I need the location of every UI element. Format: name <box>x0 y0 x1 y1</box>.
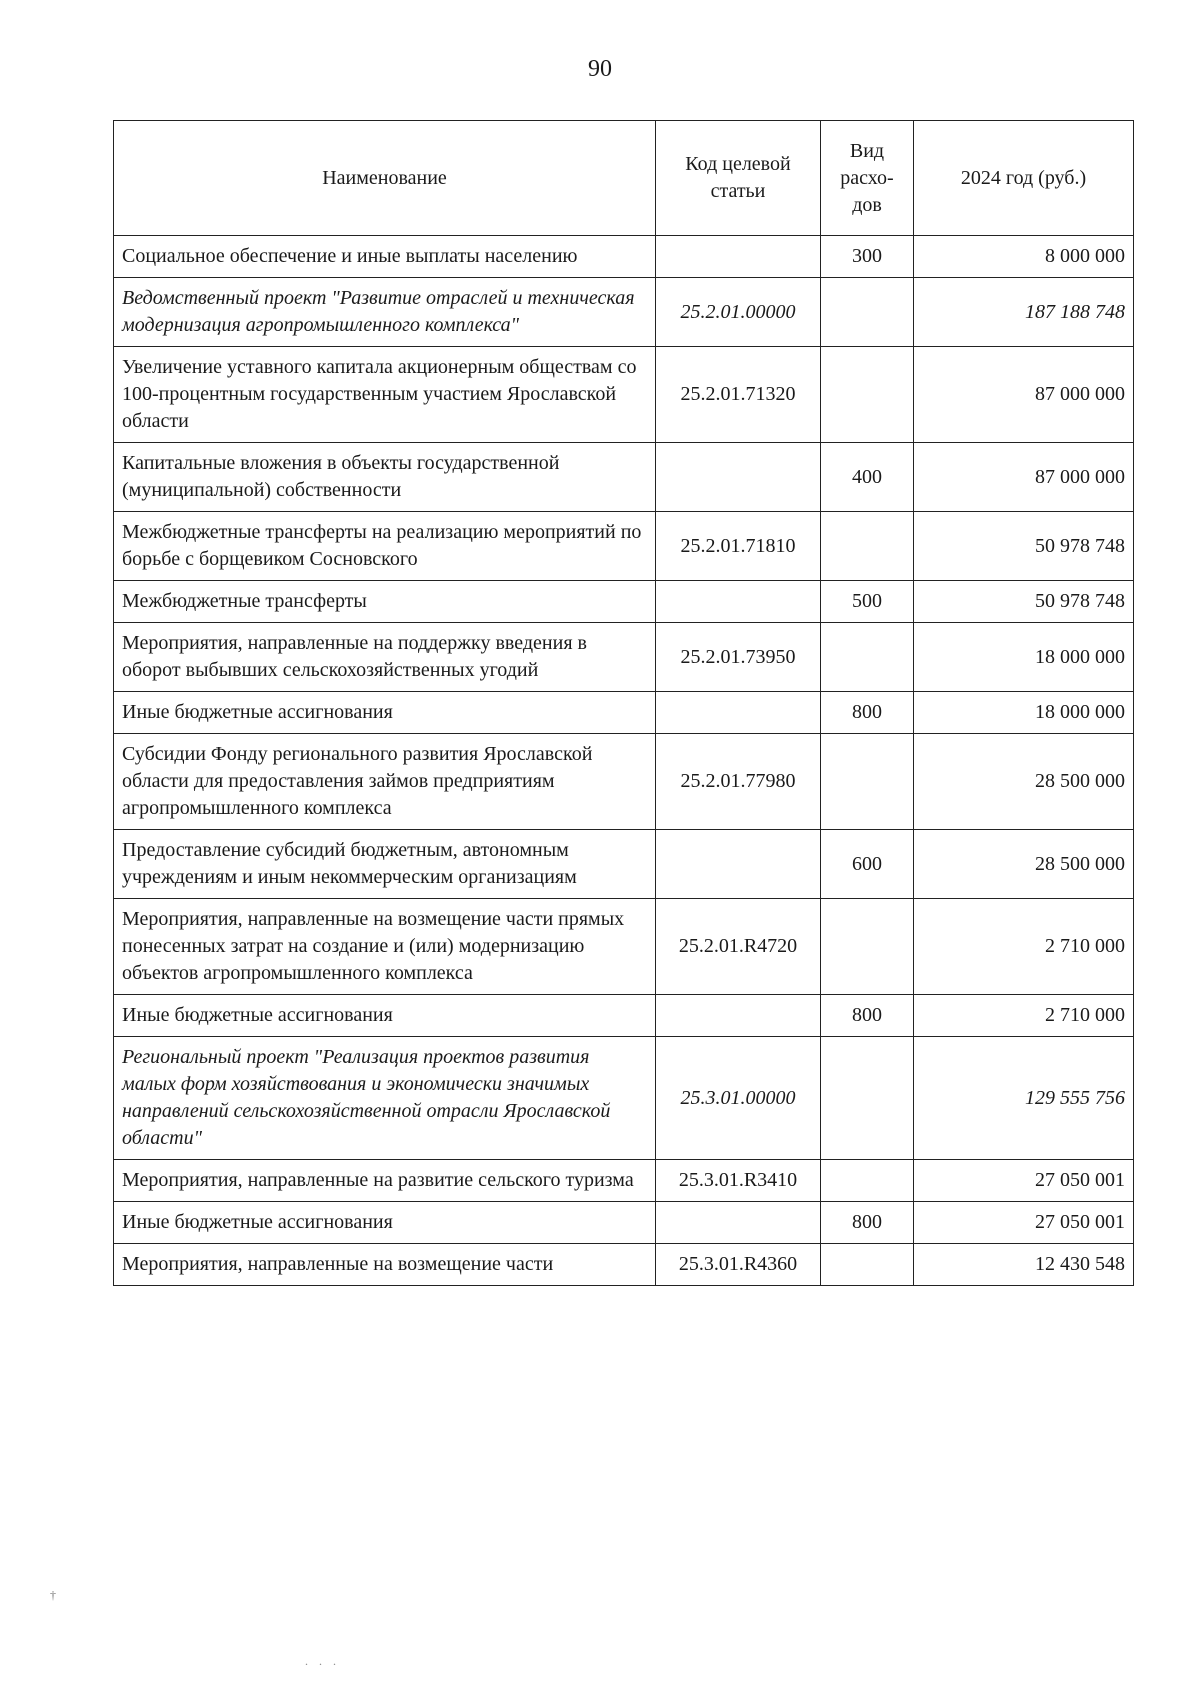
table-row <box>114 278 1134 347</box>
cell-type: 600 <box>821 830 914 899</box>
cell-type <box>821 1160 914 1202</box>
cell-name: Мероприятия, направленные на поддержку введения в оборот выбывших сельскохозяйственных угодий <box>114 623 656 692</box>
cell-type <box>821 347 914 443</box>
cell-amount: 18 000 000 <box>914 623 1134 692</box>
cell-code <box>656 443 821 512</box>
cell-type <box>821 1037 914 1160</box>
cell-type: 800 <box>821 1202 914 1244</box>
cell-name: Межбюджетные трансферты <box>114 581 656 623</box>
cell-code: 25.2.01.73950 <box>656 623 821 692</box>
cell-amount: 12 430 548 <box>914 1244 1134 1286</box>
cell-amount: 50 978 748 <box>914 512 1134 581</box>
table-row <box>114 443 1134 512</box>
scan-artifact: . . . <box>305 1654 340 1668</box>
cell-amount: 28 500 000 <box>914 830 1134 899</box>
cell-code: 25.2.01.R4720 <box>656 899 821 995</box>
table-row <box>114 347 1134 443</box>
cell-type <box>821 1244 914 1286</box>
table-row <box>114 1160 1134 1202</box>
header-amount: 2024 год (руб.) <box>914 121 1134 236</box>
table-row <box>114 899 1134 995</box>
table-row <box>114 692 1134 734</box>
header-name: Наименование <box>114 121 656 236</box>
cell-code: 25.3.01.R3410 <box>656 1160 821 1202</box>
cell-code <box>656 236 821 278</box>
cell-name: Мероприятия, направленные на возмещение части прямых понесенных затрат на создание и (или) модернизацию объектов агропромышленного комплекса <box>114 899 656 995</box>
cell-name: Капитальные вложения в объекты государственной (муниципальной) собственности <box>114 443 656 512</box>
cell-name: Иные бюджетные ассигнования <box>114 1202 656 1244</box>
cell-code: 25.2.01.77980 <box>656 734 821 830</box>
page-number: 90 <box>588 56 612 82</box>
cell-code: 25.2.01.71810 <box>656 512 821 581</box>
cell-name: Иные бюджетные ассигнования <box>114 692 656 734</box>
cell-amount: 187 188 748 <box>914 278 1134 347</box>
cell-type: 400 <box>821 443 914 512</box>
cell-name: Межбюджетные трансферты на реализацию мероприятий по борьбе с борщевиком Сосновского <box>114 512 656 581</box>
header-code: Код целевой статьи <box>656 121 821 236</box>
cell-amount: 2 710 000 <box>914 899 1134 995</box>
cell-name: Мероприятия, направленные на развитие сельского туризма <box>114 1160 656 1202</box>
cell-amount: 18 000 000 <box>914 692 1134 734</box>
cell-name: Социальное обеспечение и иные выплаты населению <box>114 236 656 278</box>
cell-code <box>656 581 821 623</box>
cell-code <box>656 692 821 734</box>
cell-name: Ведомственный проект "Развитие отраслей и техническая модернизация агропромышленного комплекса" <box>114 278 656 347</box>
cell-code <box>656 830 821 899</box>
budget-table <box>113 120 1134 1286</box>
cell-code <box>656 1202 821 1244</box>
cell-type <box>821 512 914 581</box>
cell-amount: 8 000 000 <box>914 236 1134 278</box>
cell-code: 25.2.01.00000 <box>656 278 821 347</box>
cell-type <box>821 734 914 830</box>
cell-amount: 28 500 000 <box>914 734 1134 830</box>
table-row <box>114 623 1134 692</box>
cell-amount: 27 050 001 <box>914 1202 1134 1244</box>
cell-code: 25.3.01.00000 <box>656 1037 821 1160</box>
cell-type: 800 <box>821 692 914 734</box>
cell-amount: 87 000 000 <box>914 443 1134 512</box>
cell-name: Региональный проект "Реализация проектов развития малых форм хозяйствования и экономически значимых направлений сельскохозяйственной отрасли Ярославской области" <box>114 1037 656 1160</box>
cell-type: 300 <box>821 236 914 278</box>
table-header-row <box>114 121 1134 236</box>
cell-type <box>821 899 914 995</box>
cell-name: Субсидии Фонду регионального развития Ярославской области для предоставления займов предприятиям агропромышленного комплекса <box>114 734 656 830</box>
table-row <box>114 1037 1134 1160</box>
table-body <box>114 236 1134 1286</box>
table-row <box>114 512 1134 581</box>
cell-type <box>821 278 914 347</box>
margin-mark: † <box>50 1588 56 1602</box>
cell-code: 25.3.01.R4360 <box>656 1244 821 1286</box>
cell-amount: 27 050 001 <box>914 1160 1134 1202</box>
cell-code: 25.2.01.71320 <box>656 347 821 443</box>
cell-amount: 2 710 000 <box>914 995 1134 1037</box>
cell-type: 800 <box>821 995 914 1037</box>
table-row <box>114 1244 1134 1286</box>
cell-name: Иные бюджетные ассигнования <box>114 995 656 1037</box>
table-row <box>114 734 1134 830</box>
cell-name: Мероприятия, направленные на возмещение части <box>114 1244 656 1286</box>
cell-type <box>821 623 914 692</box>
table-row <box>114 236 1134 278</box>
cell-code <box>656 995 821 1037</box>
cell-name: Предоставление субсидий бюджетным, автономным учреждениям и иным некоммерческим организациям <box>114 830 656 899</box>
cell-amount: 50 978 748 <box>914 581 1134 623</box>
cell-amount: 129 555 756 <box>914 1037 1134 1160</box>
cell-amount: 87 000 000 <box>914 347 1134 443</box>
header-type: Вид расхо-дов <box>821 121 914 236</box>
cell-type: 500 <box>821 581 914 623</box>
table-row <box>114 830 1134 899</box>
table-row <box>114 995 1134 1037</box>
table-row <box>114 581 1134 623</box>
cell-name: Увеличение уставного капитала акционерным обществам со 100-процентным государственным участием Ярославской области <box>114 347 656 443</box>
table-row <box>114 1202 1134 1244</box>
